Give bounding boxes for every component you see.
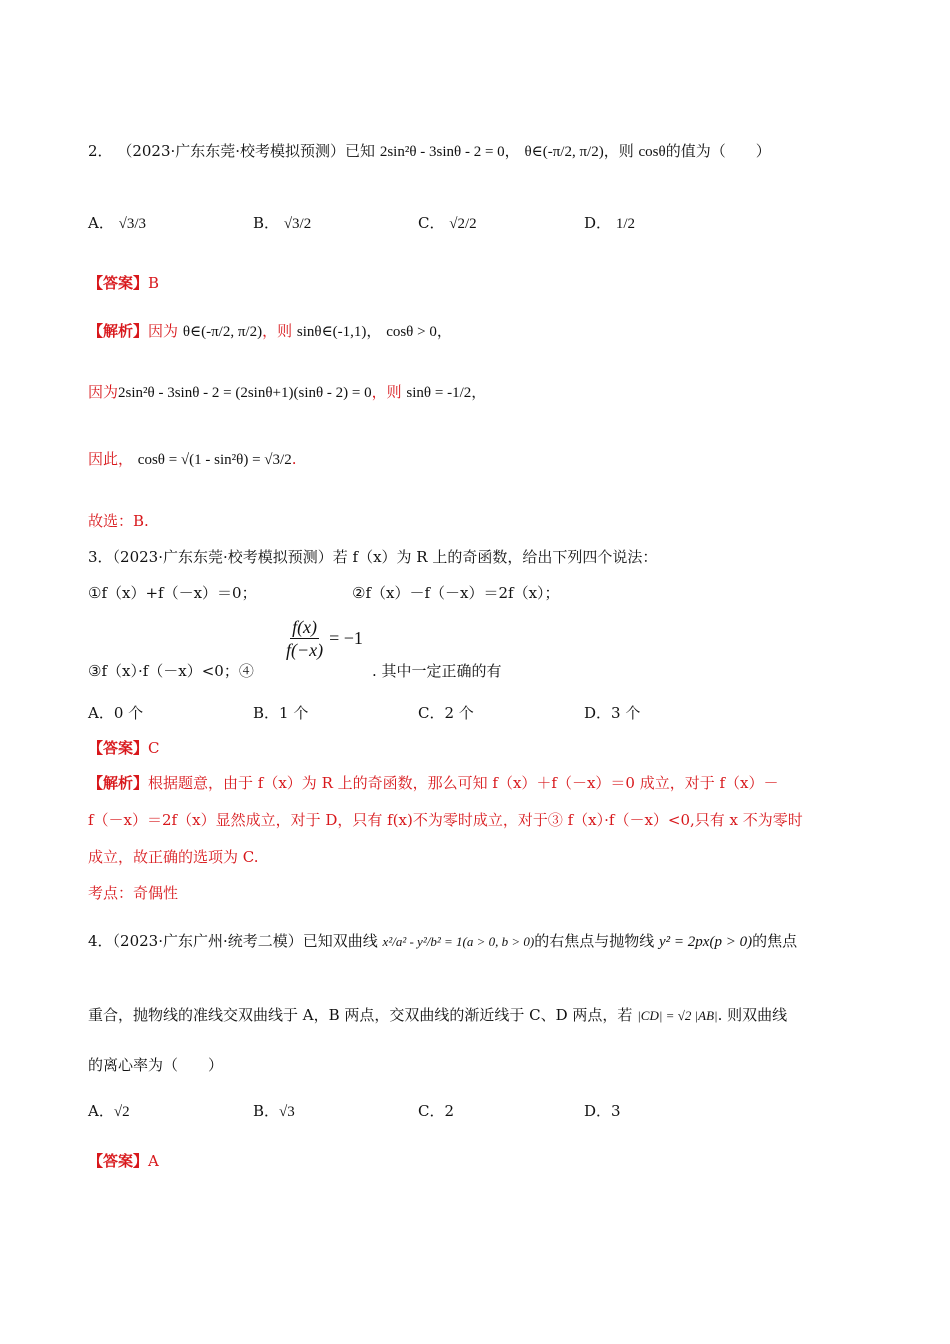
q4-condition: |CD| = √2 |AB|	[637, 1008, 718, 1023]
q3-statement-tail: . 其中一定正确的有	[372, 662, 502, 680]
q3-analysis-2: f（－x）＝2f（x）显然成立，对于 D，只有 f(x)不为零时成立，对于③ f（x）·f（－x）<0,只有 x 不为零时	[88, 811, 803, 829]
answer-value: A	[148, 1152, 159, 1170]
q2-equation: 2sin²θ - 3sinθ - 2 = 0	[379, 144, 505, 160]
fraction-rhs: = −1	[329, 628, 363, 648]
option-value: 1 个	[279, 704, 309, 722]
analysis-text: .	[291, 450, 297, 468]
q2-target: cosθ	[638, 144, 666, 160]
q4-stem-2	[88, 1004, 787, 1027]
q3-analysis-3: 成立，故正确的选项为 C.	[88, 848, 259, 866]
option-label: B．	[253, 214, 280, 232]
option-label: A．	[88, 214, 114, 232]
fraction-denominator: f(−x)	[286, 640, 324, 660]
statement-text: ③f（x）·f（－x）<0；④	[88, 662, 254, 680]
q4-option-d	[584, 1100, 621, 1122]
answer-value: C	[148, 739, 160, 757]
analysis-math: sinθ = -1/2，	[406, 385, 487, 401]
option-label: D．	[584, 704, 612, 722]
q4-tail: 的焦点	[752, 932, 798, 950]
option-value: 3 个	[611, 704, 641, 722]
fraction-numerator: f(x)	[292, 617, 318, 637]
q3-option-c	[418, 702, 474, 724]
option-label: C．	[418, 214, 445, 232]
analysis-interval: θ∈(-π/2, π/2)	[182, 324, 263, 340]
option-value: √3	[279, 1104, 295, 1120]
q3-statement-4-formula	[284, 616, 363, 661]
analysis-text: ，则	[371, 383, 402, 401]
option-value: √3/3	[118, 216, 147, 232]
q4-mid: 的右焦点与抛物线	[534, 932, 655, 950]
option-value: 3	[611, 1102, 621, 1120]
answer-tag: 【答案】	[88, 739, 149, 757]
option-label: D．	[584, 1102, 612, 1120]
q2-source: （2023·广东东莞·校考模拟预测）已知	[117, 142, 376, 160]
answer-value: B	[148, 274, 160, 292]
q2-number: 2．	[88, 142, 113, 160]
q2-answer	[88, 272, 159, 294]
q4-answer	[88, 1150, 159, 1172]
q2-option-d	[584, 212, 635, 235]
analysis-math: cosθ > 0，	[386, 324, 452, 340]
q2-interval: θ∈(-π/2, π/2)	[524, 144, 604, 160]
analysis-text: 因为	[88, 383, 119, 401]
option-label: C．	[418, 1102, 445, 1120]
option-label: A．	[88, 704, 114, 722]
analysis-text: 因为	[148, 322, 179, 340]
analysis-tag: 【解析】	[88, 774, 149, 792]
q2-ask: 的值为（ ）	[665, 142, 771, 160]
q4-hyperbola: x²/a² - y²/b² = 1(a > 0, b > 0)	[382, 934, 535, 949]
option-label: B．	[253, 1102, 280, 1120]
option-label: D．	[584, 214, 612, 232]
answer-tag: 【答案】	[88, 274, 149, 292]
q3-option-a	[88, 702, 143, 724]
analysis-tag: 【解析】	[88, 322, 149, 340]
analysis-math: 2sin²θ - 3sinθ - 2 = (2sinθ+1)(sinθ - 2) = 0	[118, 385, 372, 401]
analysis-text: ，则	[262, 322, 293, 340]
q3-stem-text: （2023·广东东莞·校考模拟预测）若 f（x）为 R 上的奇函数，给出下列四个说法：	[112, 548, 658, 566]
fraction	[286, 616, 323, 661]
q3-statement-2	[352, 582, 560, 604]
statement-text: ②f（x）－f（－x）＝2f（x）；	[352, 584, 560, 602]
option-value: 1/2	[615, 216, 635, 232]
q3-answer	[88, 737, 160, 759]
analysis-text: 因此，	[88, 450, 134, 468]
q3-option-b	[253, 702, 308, 724]
statement-text: ①f（x）+f（－x）＝0；	[88, 584, 257, 602]
option-label: B．	[253, 704, 280, 722]
q3-statement-1	[88, 582, 257, 604]
q4-line2-text: 重合，抛物线的准线交双曲线于 A，B 两点，交双曲线的渐近线于 C、D 两点，若	[88, 1006, 633, 1024]
q2-option-b	[253, 212, 311, 235]
q4-option-b	[253, 1100, 295, 1123]
option-label: C．	[418, 704, 445, 722]
q2-comma: ，	[504, 142, 520, 160]
answer-tag: 【答案】	[88, 1152, 149, 1170]
q2-then: ，则	[603, 142, 634, 160]
option-value: 2	[444, 1102, 455, 1120]
q3-analysis-1	[88, 772, 779, 794]
q4-parabola: y² = 2px(p > 0)	[659, 934, 753, 950]
q4-line2-tail: . 则双曲线	[717, 1006, 788, 1024]
analysis-math: sinθ∈(-1,1)，	[296, 324, 382, 340]
analysis-math: cosθ = √(1 - sin²θ) = √3/2	[137, 452, 292, 468]
option-value: 0 个	[113, 704, 144, 722]
analysis-text: 根据题意，由于 f（x）为 R 上的奇函数，那么可知 f（x）＋f（－x）＝0 成立，对于 f（x）－	[148, 774, 779, 792]
q2-analysis-3	[88, 448, 296, 471]
q2-option-c	[418, 212, 477, 235]
option-label: A．	[88, 1102, 114, 1120]
q4-stem-3: 的离心率为（ ）	[88, 1056, 224, 1074]
q2-option-a	[88, 212, 146, 235]
q3-option-d	[584, 702, 640, 724]
q4-source: （2023·广东广州·统考二模）已知双曲线	[112, 932, 378, 950]
q3-number: 3．	[88, 548, 113, 566]
option-value: √3/2	[283, 216, 312, 232]
q3-statement-3	[88, 660, 254, 682]
option-value: √2	[113, 1104, 130, 1120]
q2-analysis-2	[88, 381, 486, 404]
q3-topic: 考点：奇偶性	[88, 884, 179, 902]
q2-conclusion: 故选：B.	[88, 512, 149, 530]
option-value: 2 个	[444, 704, 474, 722]
option-value: √2/2	[449, 216, 477, 232]
q4-number: 4．	[88, 932, 113, 950]
q4-option-a	[88, 1100, 130, 1123]
q4-stem-1	[88, 930, 797, 953]
q3-stem	[88, 546, 657, 568]
q2-stem	[88, 140, 771, 163]
q4-option-c	[418, 1100, 454, 1122]
q2-analysis-1	[88, 320, 452, 343]
